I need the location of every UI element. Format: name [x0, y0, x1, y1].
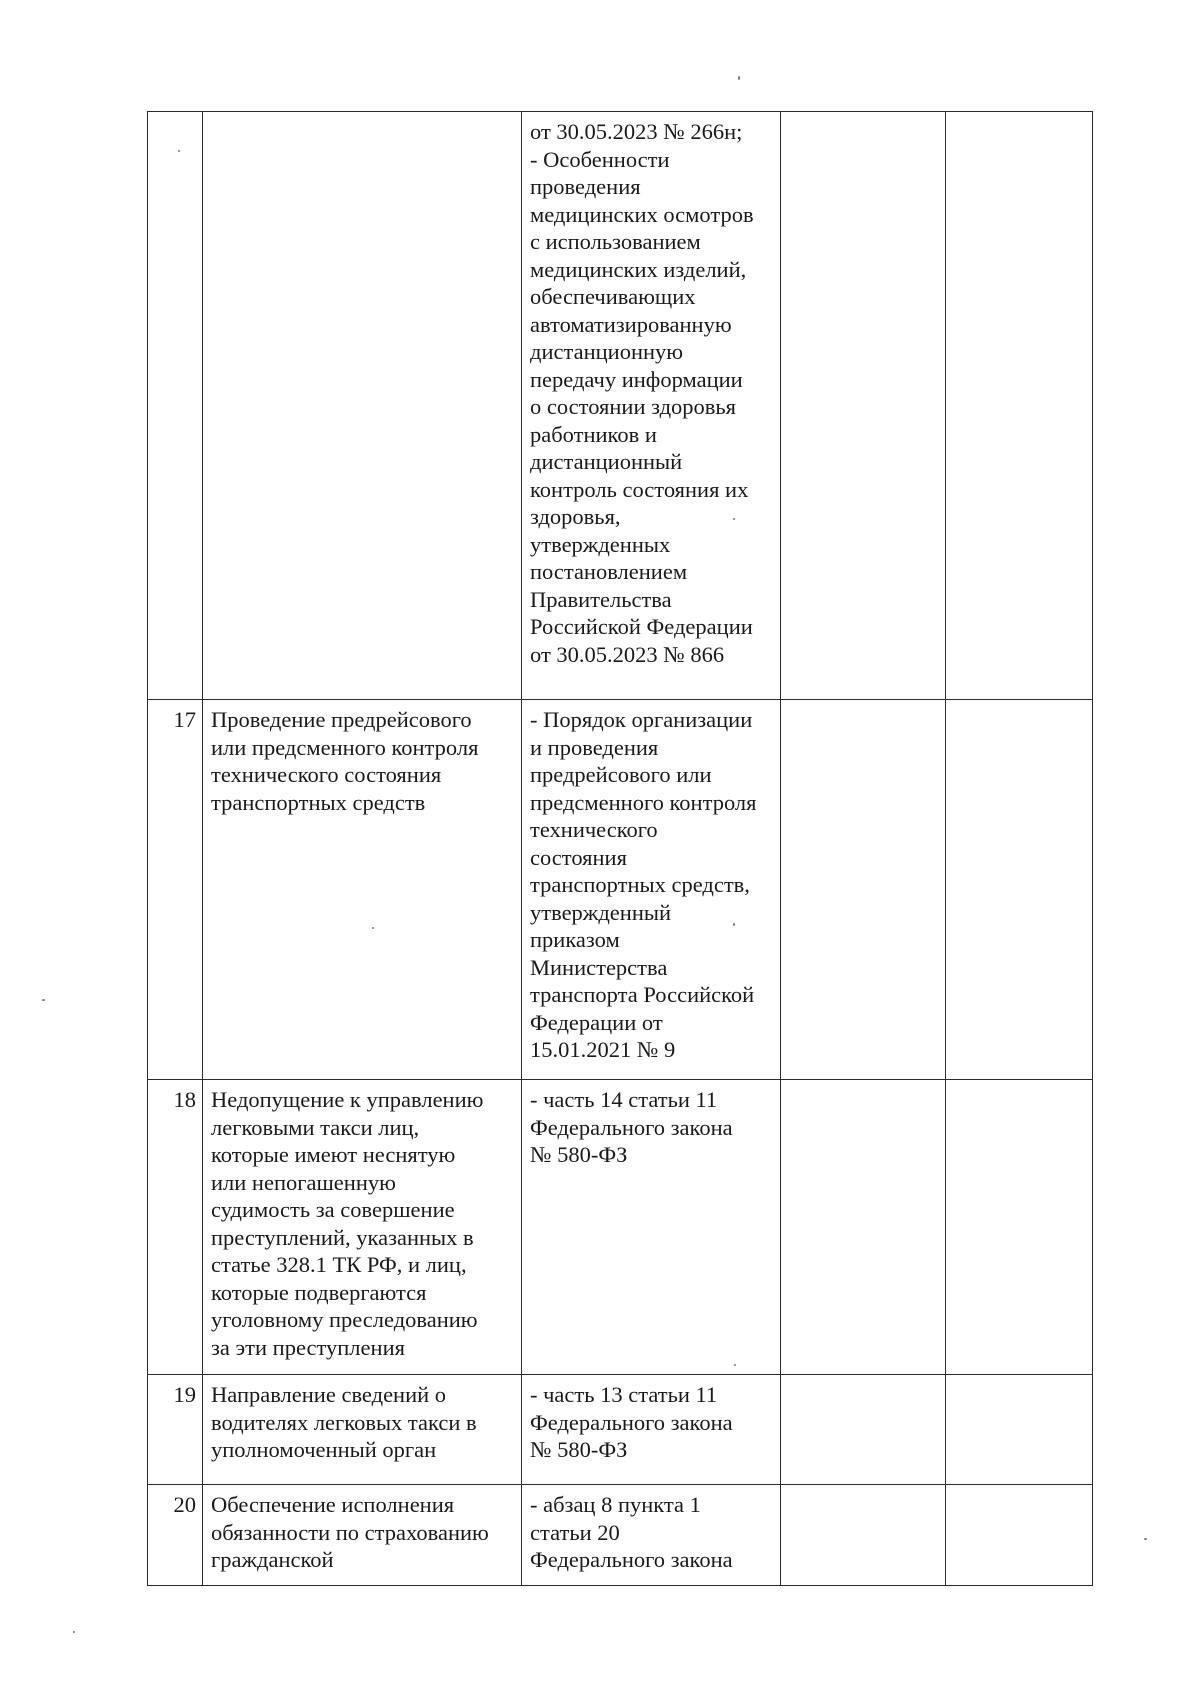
requirement-line: Проведение предрейсового — [211, 707, 472, 732]
source-line: Правительства — [530, 586, 672, 612]
requirement-line: Недопущение к управлению — [211, 1087, 484, 1112]
source-line: от 30.05.2023 № 866 — [530, 641, 725, 667]
requirement-line: Обеспечение исполнения — [211, 1492, 455, 1517]
source-line: утвержденный — [530, 899, 672, 925]
requirement-cell — [203, 1375, 522, 1485]
empty-cell — [946, 1080, 1093, 1375]
table-row — [148, 700, 1093, 1080]
table-row — [148, 1375, 1093, 1485]
scan-speck — [738, 76, 740, 80]
source-line: - часть 14 статьи 11 — [530, 1087, 718, 1112]
scan-speck — [372, 927, 374, 929]
source-line: - часть 13 статьи 11 — [530, 1382, 718, 1407]
requirement-line: гражданской — [211, 1547, 334, 1572]
source-line: дистанционную — [530, 339, 684, 364]
source-line: технического — [530, 817, 658, 842]
source-line: - Порядок организации — [530, 707, 753, 732]
requirement-cell — [203, 1080, 522, 1375]
requirements-table — [147, 111, 1093, 1586]
source-line: предсменного контроля — [530, 789, 757, 815]
requirement-line: статье 328.1 ТК РФ, и лиц, — [211, 1252, 467, 1277]
source-line: проведения — [530, 174, 641, 199]
empty-cell — [781, 1080, 946, 1375]
requirement-line: Направление сведений о — [211, 1382, 447, 1407]
source-line: Федерального закона — [530, 1547, 733, 1572]
requirement-line: уполномоченный орган — [211, 1437, 437, 1462]
row-number: 17 — [148, 700, 203, 1080]
requirement-line: уголовному преследованию — [211, 1307, 478, 1332]
empty-cell — [781, 1485, 946, 1586]
source-line: утвержденных — [530, 531, 671, 557]
source-line: Федерального закона — [530, 1409, 733, 1435]
table-row — [148, 112, 1093, 700]
source-line: 15.01.2021 № 9 — [530, 1037, 676, 1062]
scan-speck — [1144, 1538, 1147, 1540]
empty-cell — [781, 112, 946, 700]
source-cell — [522, 1485, 781, 1586]
source-cell — [522, 700, 781, 1080]
source-line: дистанционный — [530, 449, 683, 474]
source-line: транспорта Российской — [530, 982, 755, 1007]
empty-cell — [946, 112, 1093, 700]
scan-speck — [734, 1364, 736, 1366]
requirement-line: транспортных средств — [211, 789, 426, 815]
source-line: состояния — [530, 844, 627, 870]
source-line: - Особенности — [530, 146, 670, 172]
empty-cell — [946, 1375, 1093, 1485]
requirement-cell — [203, 1485, 522, 1586]
source-line: обеспечивающих — [530, 284, 696, 309]
scan-speck — [733, 518, 735, 520]
requirement-line: легковыми такси лиц, — [211, 1114, 420, 1140]
scan-speck — [42, 999, 45, 1001]
empty-cell — [781, 1375, 946, 1485]
requirement-line: за эти преступления — [211, 1334, 405, 1360]
source-line: - абзац 8 пункта 1 — [530, 1492, 701, 1517]
source-line: Федерации от — [530, 1009, 663, 1035]
source-line: и проведения — [530, 734, 659, 760]
requirement-line: судимость за совершение — [211, 1197, 455, 1222]
requirement-cell — [203, 112, 522, 700]
source-cell — [522, 112, 781, 700]
scan-speck — [73, 1631, 75, 1633]
row-number: 19 — [148, 1375, 203, 1485]
source-line: Российской Федерации — [530, 614, 753, 639]
source-cell — [522, 1080, 781, 1375]
requirement-line: или предсменного контроля — [211, 734, 479, 760]
source-line: приказом — [530, 927, 620, 952]
requirement-line: технического состояния — [211, 762, 442, 787]
requirement-line: обязанности по страхованию — [211, 1519, 489, 1545]
row-number: 18 — [148, 1080, 203, 1375]
source-line: здоровья, — [530, 504, 621, 529]
empty-cell — [781, 700, 946, 1080]
source-line: статьи 20 — [530, 1519, 620, 1545]
empty-cell — [946, 700, 1093, 1080]
requirement-line: преступлений, указанных в — [211, 1224, 474, 1250]
empty-cell — [946, 1485, 1093, 1586]
source-line: постановлением — [530, 559, 688, 584]
table-row — [148, 1080, 1093, 1375]
source-line: автоматизированную — [530, 311, 732, 337]
source-line: медицинских осмотров — [530, 201, 754, 227]
table-row — [148, 1485, 1093, 1586]
source-line: с использованием — [530, 229, 701, 254]
source-line: работников и — [530, 421, 657, 447]
source-cell — [522, 1375, 781, 1485]
source-line: контроль состояния их — [530, 476, 749, 502]
source-line: передачу информации — [530, 366, 743, 392]
source-line: от 30.05.2023 № 266н; — [530, 119, 743, 144]
requirement-line: водителях легковых такси в — [211, 1409, 477, 1435]
scan-speck — [178, 150, 180, 152]
source-line: № 580-ФЗ — [530, 1142, 628, 1167]
source-line: о состоянии здоровья — [530, 394, 737, 419]
source-line: медицинских изделий, — [530, 256, 747, 282]
row-number — [148, 112, 203, 700]
requirement-cell — [203, 700, 522, 1080]
source-line: Министерства — [530, 954, 668, 980]
requirement-line: которые подвергаются — [211, 1279, 427, 1305]
row-number: 20 — [148, 1485, 203, 1586]
source-line: № 580-ФЗ — [530, 1437, 628, 1462]
source-line: транспортных средств, — [530, 872, 750, 897]
requirement-line: или непогашенную — [211, 1169, 396, 1195]
source-line: Федерального закона — [530, 1114, 733, 1140]
scan-speck — [733, 923, 735, 926]
source-line: предрейсового или — [530, 762, 712, 787]
requirement-line: которые имеют неснятую — [211, 1142, 456, 1167]
